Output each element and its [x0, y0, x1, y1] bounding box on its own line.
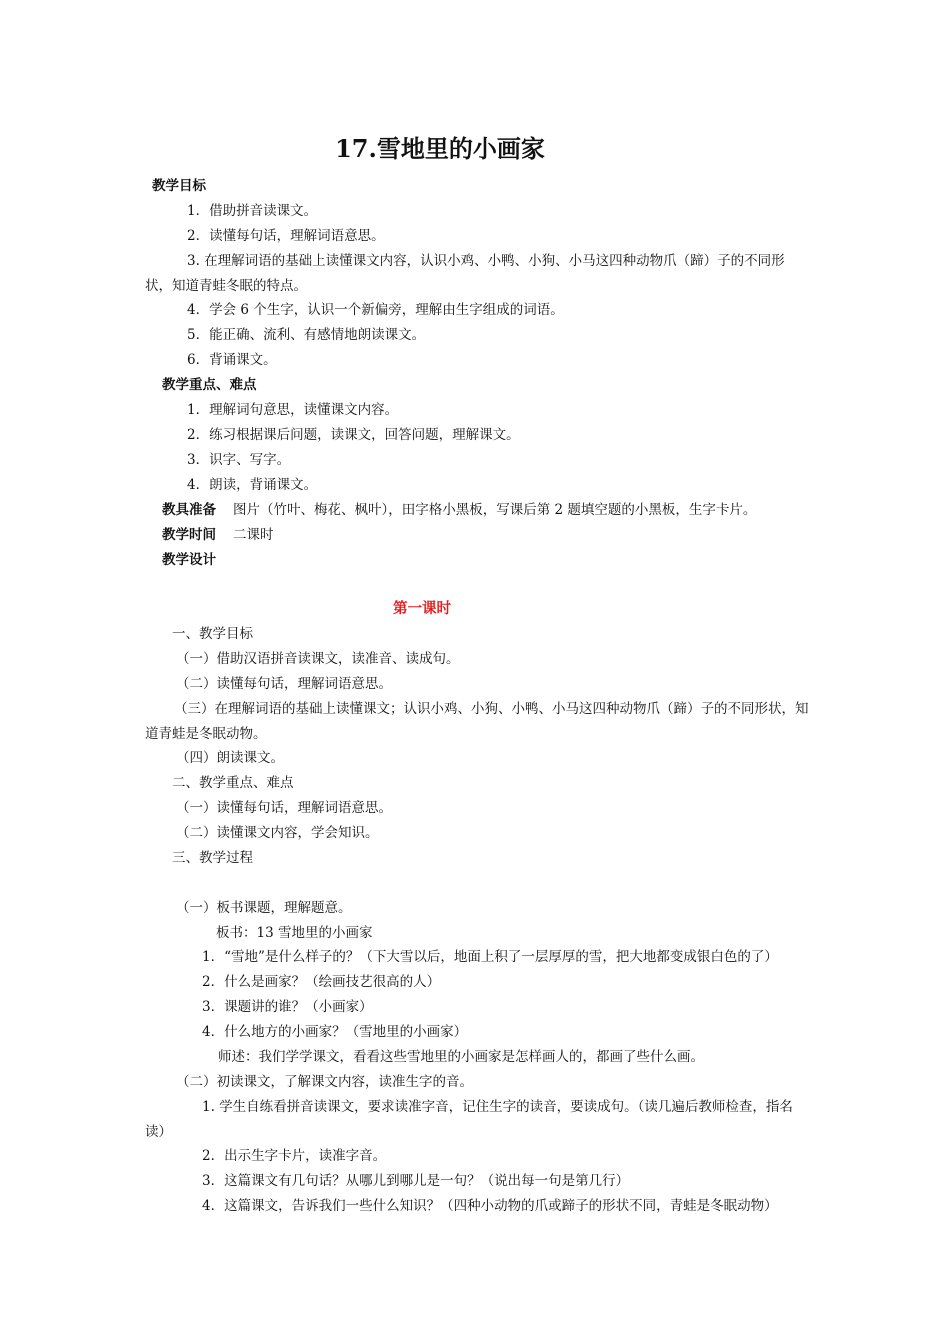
- process-item: 1. 学生自练看拼音读课文，要求读准字音，记住生字的读音，要读成句。（读几遍后教师检查，指名读）: [145, 1099, 793, 1140]
- heading-teaching-goals: 教学目标: [152, 178, 206, 194]
- process-item: 2．什么是画家？（绘画技艺很高的人）: [202, 974, 441, 990]
- goal-item: 2．读懂每句话，理解词语意思。: [187, 228, 385, 244]
- process-item: 1．“雪地”是什么样子的？（下大雪以后，地面上积了一层厚厚的雪，把大地都变成银白色的了）: [202, 949, 778, 965]
- goal-item: 3. 在理解词语的基础上读懂课文内容，认识小鸡、小鸭、小狗、小马这四种动物爪（蹄）子的不同形状，知道青蛙冬眠的特点。: [145, 253, 785, 294]
- section-key-item: （一）读懂每句话，理解词语意思。: [176, 800, 392, 816]
- goal-item: 1．借助拼音读课文。: [187, 203, 318, 219]
- section-key: 二、教学重点、难点: [172, 775, 294, 791]
- key-item: 2．练习根据课后问题，读课文，回答问题，理解课文。: [187, 427, 520, 443]
- section-key-item: （二）读懂课文内容，学会知识。: [176, 825, 379, 841]
- section-goal-item: （一）借助汉语拼音读课文，读准音、读成句。: [176, 651, 460, 667]
- process-step-heading: （一）板书课题，理解题意。: [176, 900, 352, 916]
- section-goals: 一、教学目标: [172, 626, 253, 642]
- process-item: 2．出示生字卡片，读准字音。: [202, 1148, 387, 1164]
- section-goal-item: （三）在理解词语的基础上读懂课文；认识小鸡、小狗、小鸭、小马这四种动物爪（蹄）子的不同形状，知道青蛙是冬眠动物。: [145, 701, 809, 742]
- blackboard-text: 板书：13 雪地里的小画家: [216, 925, 373, 941]
- time-text: 二课时: [233, 527, 274, 543]
- goal-item: 6．背诵课文。: [187, 352, 277, 368]
- process-item: 4．什么地方的小画家？（雪地里的小画家）: [202, 1024, 468, 1040]
- prep-label: 教具准备: [162, 502, 216, 518]
- key-item: 1．理解词句意思，读懂课文内容。: [187, 402, 399, 418]
- section-process: 三、教学过程: [172, 850, 253, 866]
- process-step-heading: （二）初读课文，了解课文内容，读准生字的音。: [176, 1074, 473, 1090]
- section-goal-item: （四）朗读课文。: [176, 750, 284, 766]
- prep-text: 图片（竹叶、梅花、枫叶），田字格小黑板，写课后第 2 题填空题的小黑板，生字卡片。: [233, 502, 757, 518]
- document-title: 17.雪地里的小画家: [335, 134, 545, 163]
- section-goal-item: （二）读懂每句话，理解词语意思。: [176, 676, 392, 692]
- key-item: 4．朗读，背诵课文。: [187, 477, 318, 493]
- goal-item: 5．能正确、流利、有感情地朗读课文。: [187, 327, 426, 343]
- process-item: 3．课题讲的谁？（小画家）: [202, 999, 373, 1015]
- lesson-heading: 第一课时: [393, 600, 451, 617]
- heading-key-points: 教学重点、难点: [162, 377, 257, 393]
- heading-design: 教学设计: [162, 552, 216, 568]
- key-item: 3．识字、写字。: [187, 452, 291, 468]
- time-label: 教学时间: [162, 527, 216, 543]
- process-item: 3．这篇课文有几句话？从哪儿到哪儿是一句？（说出每一句是第几行）: [202, 1173, 630, 1189]
- goal-item: 4．学会 6 个生字，认识一个新偏旁，理解由生字组成的词语。: [187, 302, 564, 318]
- process-item: 4．这篇课文，告诉我们一些什么知识？（四种小动物的爪或蹄子的形状不同，青蛙是冬眠动物）: [202, 1198, 778, 1214]
- teacher-statement: 师述：我们学学课文，看看这些雪地里的小画家是怎样画人的，都画了些什么画。: [218, 1049, 704, 1065]
